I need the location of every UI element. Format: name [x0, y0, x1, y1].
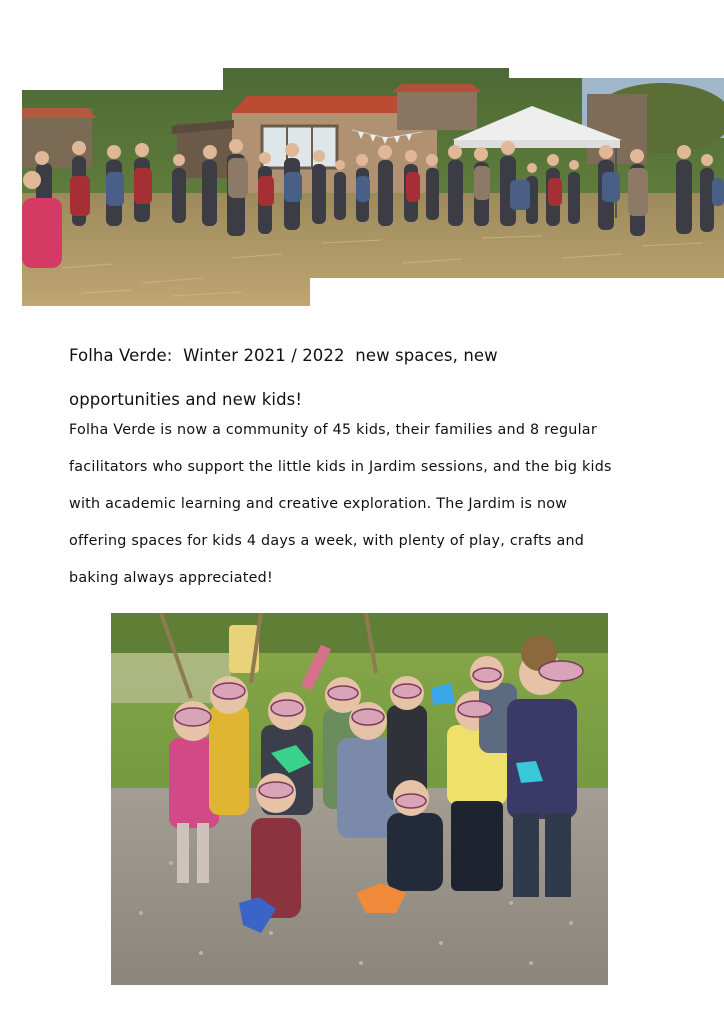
paragraph-line: with academic learning and creative exploration. The Jardim is now — [69, 496, 568, 512]
article-heading — [69, 334, 669, 422]
article-heading-line-2: opportunities and new kids! — [69, 390, 303, 409]
paragraph-line: Folha Verde is now a community of 45 kids, their families and 8 regular — [69, 422, 597, 438]
paragraph-line: offering spaces for kids 4 days a week, with plenty of play, crafts and — [69, 533, 585, 549]
community-group-photo — [22, 68, 724, 306]
kids-mask-photo — [111, 613, 608, 985]
article-paragraph — [69, 412, 669, 597]
paragraph-line: facilitators who support the little kids in Jardim sessions, and the big kids — [69, 459, 612, 475]
article-heading-line-1: Folha Verde: Winter 2021 / 2022 new spaces, new — [69, 346, 498, 365]
paragraph-line: baking always appreciated! — [69, 570, 273, 586]
